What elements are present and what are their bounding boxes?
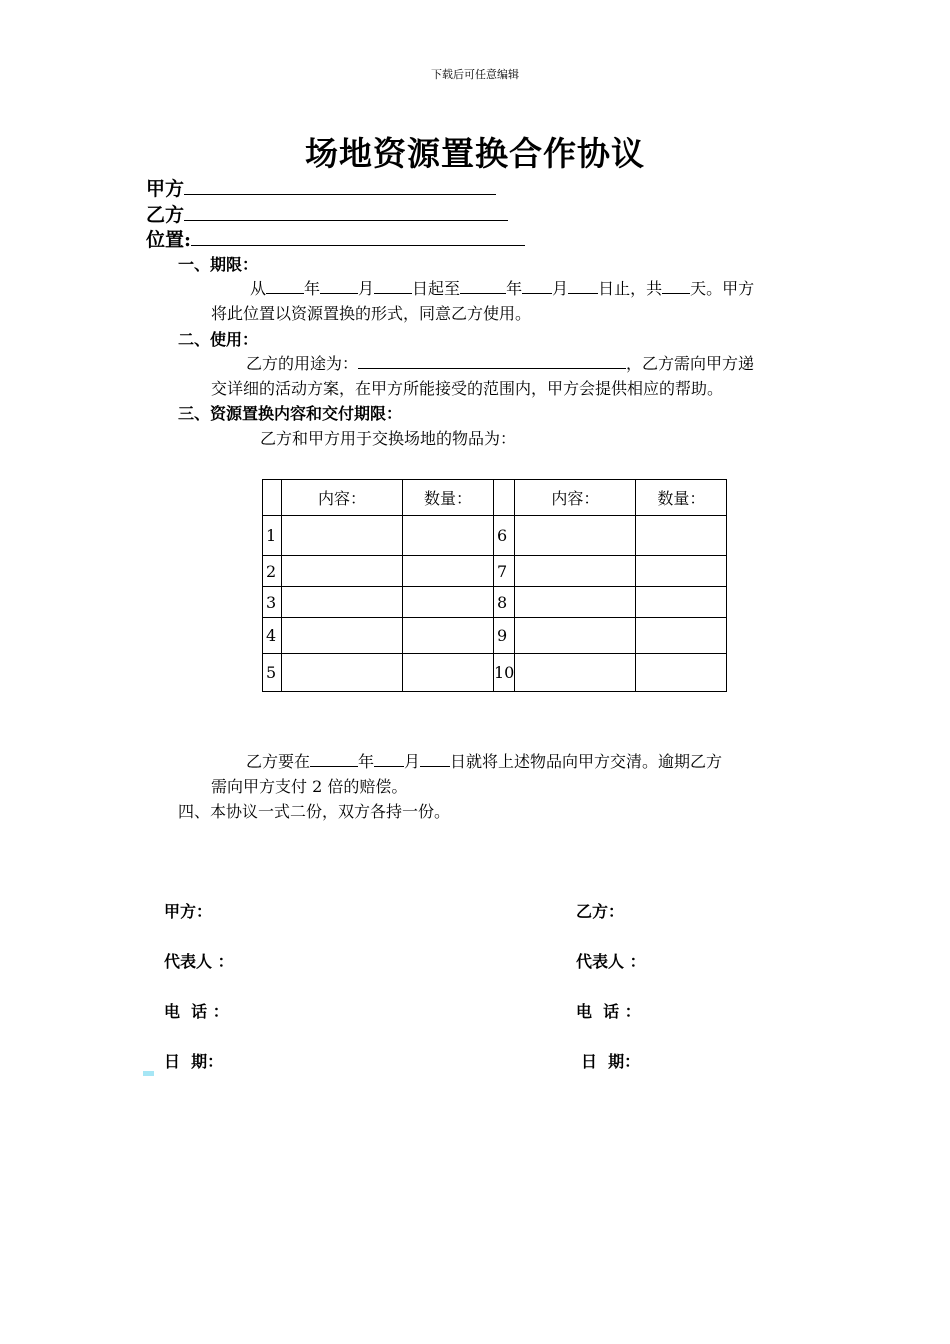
content-cell[interactable] xyxy=(282,654,403,692)
quantity-cell[interactable] xyxy=(636,556,727,587)
sig-rep-a-label: 代表人 ： xyxy=(164,952,234,971)
content-cell[interactable] xyxy=(282,618,403,654)
delivery-line2: 需向甲方支付 2 倍的赔偿。 xyxy=(211,777,408,796)
party-a-line xyxy=(146,174,496,201)
table-header-row xyxy=(263,480,727,516)
sig-party-a-label: 甲方： xyxy=(164,902,213,921)
section4: 四、本协议一式二份，双方各持一份。 xyxy=(178,802,451,821)
start-year-blank[interactable] xyxy=(266,277,304,294)
text: 月 xyxy=(552,279,569,298)
delivery-line1 xyxy=(246,749,722,772)
text: 天。甲方 xyxy=(690,279,755,298)
quantity-cell[interactable] xyxy=(636,654,727,692)
text: 日止，共 xyxy=(598,279,663,298)
start-day-blank[interactable] xyxy=(374,277,412,294)
location-line xyxy=(146,225,525,252)
table-header-cell: 数量： xyxy=(403,480,494,516)
table-row xyxy=(263,587,727,618)
content-cell[interactable] xyxy=(515,654,636,692)
sig-date-a-label: 日 期： xyxy=(164,1052,224,1071)
delivery-month-blank[interactable] xyxy=(374,750,404,767)
section1-heading: 一、期限： xyxy=(178,255,259,274)
location-blank[interactable] xyxy=(191,229,525,246)
quantity-cell[interactable] xyxy=(403,556,494,587)
party-a-label: 甲方 xyxy=(146,178,185,200)
content-cell[interactable] xyxy=(282,516,403,556)
section3-heading: 三、资源置换内容和交付期限： xyxy=(178,404,403,423)
text: 乙方要在 xyxy=(246,752,311,771)
content-cell[interactable] xyxy=(515,516,636,556)
row-number: 10 xyxy=(494,654,515,692)
end-day-blank[interactable] xyxy=(568,277,598,294)
table-header-cell: 数量： xyxy=(636,480,727,516)
table-row xyxy=(263,556,727,587)
content-cell[interactable] xyxy=(515,587,636,618)
party-a-blank[interactable] xyxy=(184,178,496,195)
quantity-cell[interactable] xyxy=(636,587,727,618)
table-header-cell xyxy=(494,480,515,516)
content-cell[interactable] xyxy=(282,587,403,618)
section2-line1 xyxy=(246,351,754,374)
sig-party-b-label: 乙方： xyxy=(576,902,625,921)
delivery-year-blank[interactable] xyxy=(310,750,358,767)
text: 乙方的用途为： xyxy=(246,354,359,373)
party-b-blank[interactable] xyxy=(184,204,508,221)
text: ，乙方需向甲方递 xyxy=(626,354,755,373)
text: 从 xyxy=(250,279,267,298)
row-number: 2 xyxy=(263,556,282,587)
row-number: 4 xyxy=(263,618,282,654)
row-number: 1 xyxy=(263,516,282,556)
content-cell[interactable] xyxy=(282,556,403,587)
table-header-cell: 内容： xyxy=(515,480,636,516)
section2-line2: 交详细的活动方案，在甲方所能接受的范围内，甲方会提供相应的帮助。 xyxy=(211,379,724,398)
party-b-line xyxy=(146,200,508,227)
party-b-label: 乙方 xyxy=(146,204,185,226)
text: 年 xyxy=(304,279,321,298)
quantity-cell[interactable] xyxy=(403,618,494,654)
section1-line1 xyxy=(250,276,754,299)
table-header-cell xyxy=(263,480,282,516)
text: 年 xyxy=(358,752,375,771)
page-title: 场地资源置换合作协议 xyxy=(305,134,645,173)
sig-rep-b-label: 代表人 ： xyxy=(576,952,646,971)
content-cell[interactable] xyxy=(515,556,636,587)
section2-heading: 二、使用： xyxy=(178,330,259,349)
items-table xyxy=(262,479,727,692)
text: 月 xyxy=(358,279,375,298)
quantity-cell[interactable] xyxy=(403,654,494,692)
usage-blank[interactable] xyxy=(358,352,626,369)
text: 年 xyxy=(506,279,523,298)
row-number: 9 xyxy=(494,618,515,654)
table-header-cell: 内容： xyxy=(282,480,403,516)
location-label: 位置: xyxy=(146,229,192,251)
sig-phone-b-label: 电 话 ： xyxy=(576,1002,641,1021)
row-number: 7 xyxy=(494,556,515,587)
header-note: 下载后可任意编辑 xyxy=(431,68,519,81)
table-row xyxy=(263,654,727,692)
delivery-day-blank[interactable] xyxy=(420,750,450,767)
text: 日起至 xyxy=(412,279,461,298)
table-row xyxy=(263,516,727,556)
sig-phone-a-label: 电 话 ： xyxy=(164,1002,229,1021)
quantity-cell[interactable] xyxy=(636,516,727,556)
end-year-blank[interactable] xyxy=(460,277,506,294)
start-month-blank[interactable] xyxy=(320,277,358,294)
sig-date-b-label: 日 期： xyxy=(581,1052,641,1071)
section1-line2: 将此位置以资源置换的形式，同意乙方使用。 xyxy=(211,304,532,323)
row-number: 6 xyxy=(494,516,515,556)
text: 日就将上述物品向甲方交清。逾期乙方 xyxy=(450,752,723,771)
total-days-blank[interactable] xyxy=(662,277,690,294)
quantity-cell[interactable] xyxy=(403,587,494,618)
end-month-blank[interactable] xyxy=(522,277,552,294)
section3-intro: 乙方和甲方用于交换场地的物品为： xyxy=(260,429,517,448)
row-number: 8 xyxy=(494,587,515,618)
selection-marker xyxy=(143,1071,154,1076)
row-number: 5 xyxy=(263,654,282,692)
content-cell[interactable] xyxy=(515,618,636,654)
quantity-cell[interactable] xyxy=(403,516,494,556)
text: 月 xyxy=(404,752,421,771)
table-row xyxy=(263,618,727,654)
quantity-cell[interactable] xyxy=(636,618,727,654)
row-number: 3 xyxy=(263,587,282,618)
